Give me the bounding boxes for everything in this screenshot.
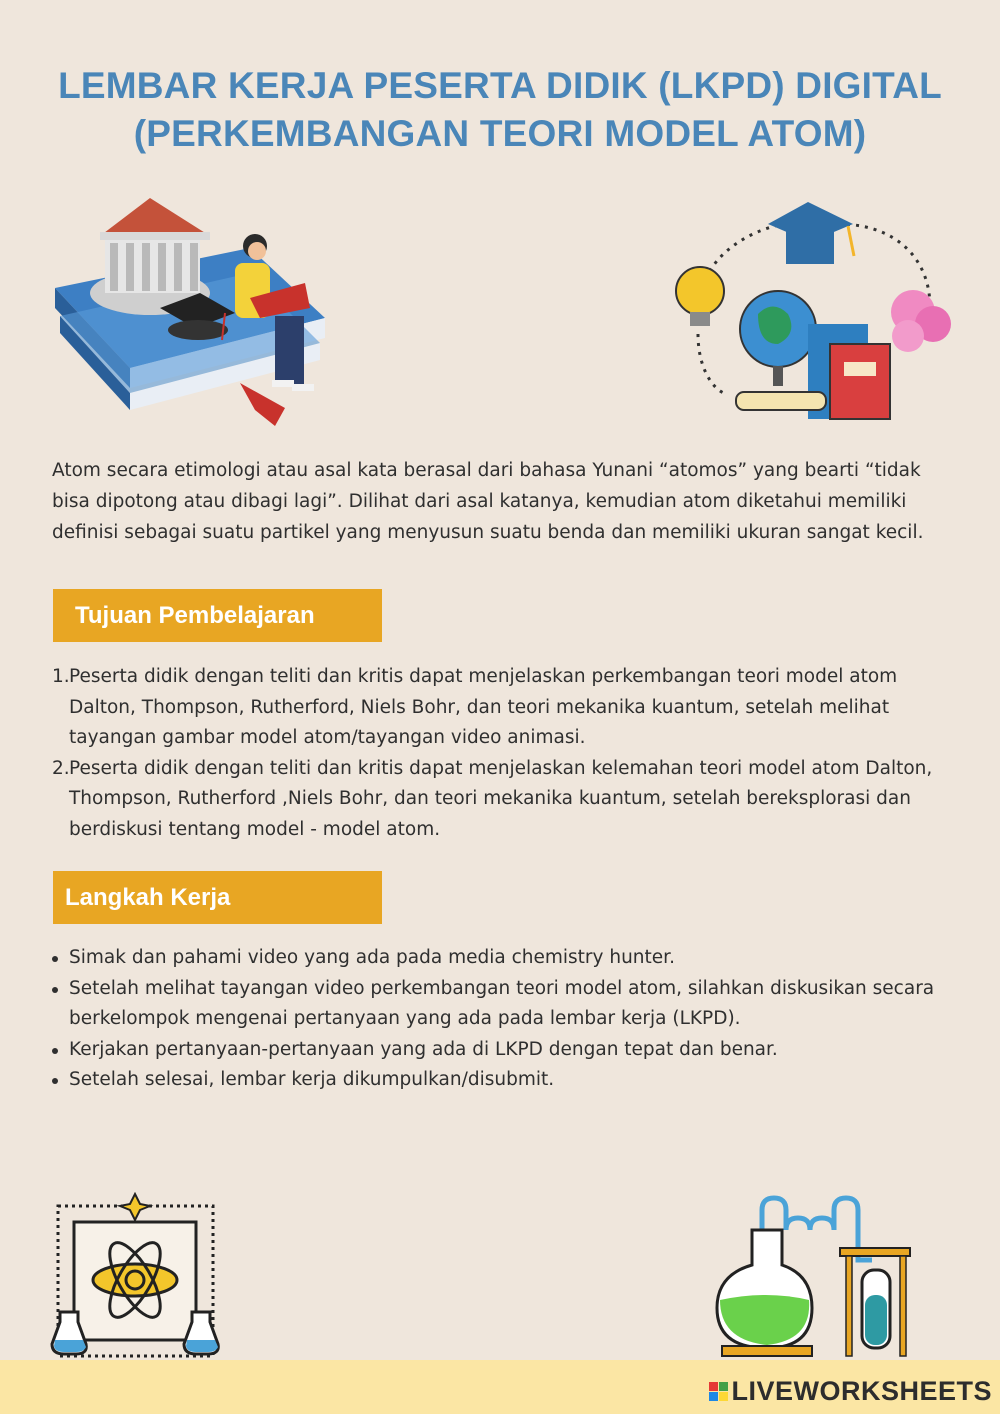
list-item-text: Setelah selesai, lembar kerja dikumpulkan/disubmit. xyxy=(69,1069,555,1090)
list-item-text: Simak dan pahami video yang ada pada media chemistry hunter. xyxy=(69,947,675,968)
list-item xyxy=(52,754,952,846)
title-line-2: (PERKEMBANGAN TEORI MODEL ATOM) xyxy=(133,113,867,154)
tujuan-list xyxy=(52,662,952,845)
chemistry-apparatus-icon xyxy=(712,1190,922,1360)
title-line-1: LEMBAR KERJA PESERTA DIDIK (LKPD) DIGITAL xyxy=(58,65,942,106)
list-item-text: Peserta didik dengan teliti dan kritis dapat menjelaskan kelemahan teori model atom Dalton, Thompson, Rutherford ,Niels Bohr, dan teori mekanika kuantum, setelah bereksplorasi dan berdiskusi tentang model - model atom. xyxy=(69,757,933,840)
intro-paragraph: Atom secara etimologi atau asal kata berasal dari bahasa Yunani “atomos” yang bearti “tidak bisa dipotong atau dibagi lagi”. Dilihat dari asal katanya, kemudian atom diketahui memiliki definisi sebagai suatu partikel yang menyusun suatu benda dan memiliki ukuran sangat kecil. xyxy=(52,460,924,543)
education-icons-illustration xyxy=(658,194,960,426)
list-item xyxy=(52,662,952,754)
tujuan-pembelajaran-heading: Tujuan Pembelajaran xyxy=(53,589,382,642)
brand-text: LIVEWORKSHEETS xyxy=(731,1376,992,1406)
bullet-icon xyxy=(52,1048,58,1054)
liveworksheets-logo-icon xyxy=(709,1382,728,1401)
langkah-kerja-heading: Langkah Kerja xyxy=(53,871,382,924)
list-item xyxy=(52,1065,952,1096)
page-title xyxy=(0,62,1000,158)
list-item-text: Kerjakan pertanyaan-pertanyaan yang ada di LKPD dengan tepat dan benar. xyxy=(69,1038,778,1060)
list-item xyxy=(52,943,952,974)
list-item-text: Peserta didik dengan teliti dan kritis dapat menjelaskan perkembangan teori model atom Dalton, Thompson, Rutherford, Niels Bohr, dan teori mekanika kuantum, setelah melihat tayangan gambar model atom/tayangan video animasi. xyxy=(69,666,898,748)
list-item-number: 1. xyxy=(52,666,70,687)
langkah-list xyxy=(52,943,952,1096)
list-item-text: Setelah melihat tayangan video perkembangan teori model atom, silahkan diskusikan secara berkelompok mengenai pertanyaan yang ada pada lembar kerja (LKPD). xyxy=(69,977,935,1029)
liveworksheets-brand[interactable] xyxy=(709,1376,992,1407)
atom-icon xyxy=(50,1192,220,1362)
list-item xyxy=(52,974,952,1035)
list-item xyxy=(52,1035,952,1066)
bullet-icon xyxy=(52,1078,58,1084)
bullet-icon xyxy=(52,987,58,993)
list-item-number: 2. xyxy=(52,757,70,779)
bullet-icon xyxy=(52,956,58,962)
student-reading-illustration xyxy=(50,188,330,428)
